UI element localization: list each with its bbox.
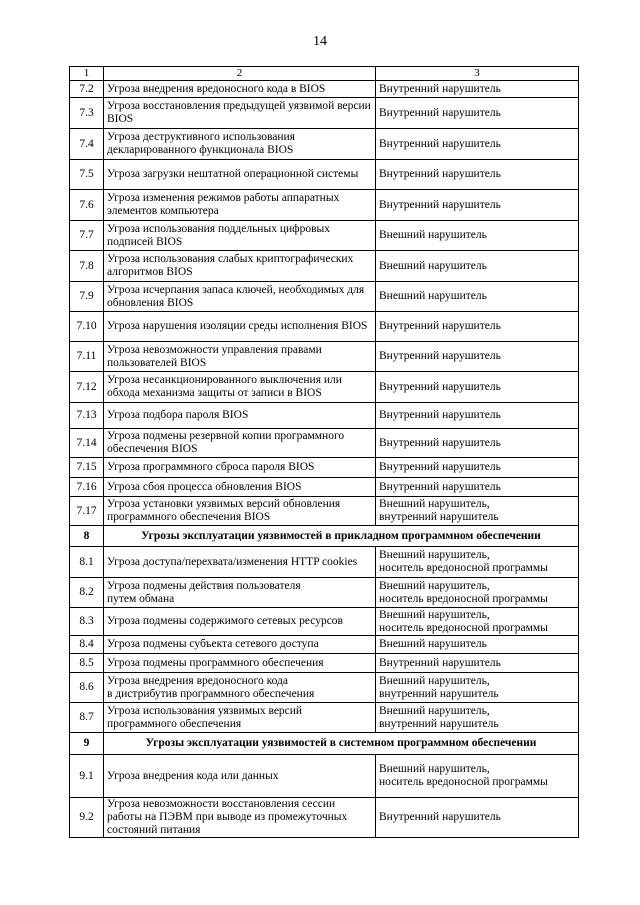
threat-name: Угроза подмены содержимого сетевых ресурсов <box>104 608 376 636</box>
row-number: 7.11 <box>70 342 104 372</box>
row-number: 7.5 <box>70 160 104 190</box>
section-header-row <box>70 526 579 547</box>
row-number: 7.7 <box>70 221 104 251</box>
threat-name: Угроза исчерпания запаса ключей, необходимых для обновления BIOS <box>104 282 376 312</box>
intruder-type: Внешний нарушитель, носитель вредоносной программы <box>376 608 579 636</box>
row-number: 7.8 <box>70 251 104 282</box>
threat-name: Угроза подмены действия пользователя путем обмана <box>104 578 376 608</box>
threat-name: Угроза восстановления предыдущей уязвимой версии BIOS <box>104 98 376 129</box>
threat-name: Угроза внедрения вредоносного кода в дистрибутив программного обеспечения <box>104 673 376 703</box>
row-number: 7.2 <box>70 81 104 98</box>
threat-name: Угроза программного сброса пароля BIOS <box>104 458 376 478</box>
row-number: 7.16 <box>70 478 104 497</box>
table-row <box>70 282 579 312</box>
column-header-1: 1 <box>70 67 104 81</box>
table-row <box>70 478 579 497</box>
threat-name: Угроза подбора пароля BIOS <box>104 403 376 429</box>
threat-name: Угроза невозможности управления правами пользователей BIOS <box>104 342 376 372</box>
row-number: 7.13 <box>70 403 104 429</box>
table-row <box>70 251 579 282</box>
threat-name: Угроза внедрения кода или данных <box>104 755 376 798</box>
row-number: 8.4 <box>70 636 104 654</box>
intruder-type: Внутренний нарушитель <box>376 654 579 673</box>
threat-name: Угроза подмены программного обеспечения <box>104 654 376 673</box>
intruder-type: Внутренний нарушитель <box>376 403 579 429</box>
row-number: 7.9 <box>70 282 104 312</box>
row-number: 9.2 <box>70 798 104 838</box>
threat-name: Угроза невозможности восстановления сессии работы на ПЭВМ при выводе из промежуточных состояний питания <box>104 798 376 838</box>
threat-name: Угроза доступа/перехвата/изменения HTTP cookies <box>104 547 376 578</box>
threats-table <box>69 66 579 838</box>
table-row <box>70 755 579 798</box>
intruder-type: Внешний нарушитель, носитель вредоносной программы <box>376 578 579 608</box>
table-row <box>70 654 579 673</box>
threat-name: Угроза использования уязвимых версий программного обеспечения <box>104 703 376 733</box>
intruder-type: Внешний нарушитель, внутренний нарушитель <box>376 673 579 703</box>
row-number: 8.3 <box>70 608 104 636</box>
intruder-type: Внешний нарушитель <box>376 221 579 251</box>
page-number: 14 <box>313 34 327 49</box>
intruder-type: Внутренний нарушитель <box>376 458 579 478</box>
intruder-type: Внутренний нарушитель <box>376 342 579 372</box>
intruder-type: Внешний нарушитель, внутренний нарушитель <box>376 497 579 526</box>
table-row <box>70 458 579 478</box>
threat-name: Угроза нарушения изоляции среды исполнения BIOS <box>104 312 376 342</box>
table-row <box>70 547 579 578</box>
row-number: 7.6 <box>70 190 104 221</box>
section-title: Угрозы эксплуатации уязвимостей в системном программном обеспечении <box>104 733 579 755</box>
threat-name: Угроза несанкционированного выключения или обхода механизма защиты от записи в BIOS <box>104 372 376 403</box>
intruder-type: Внутренний нарушитель <box>376 98 579 129</box>
threat-name: Угроза установки уязвимых версий обновления программного обеспечения BIOS <box>104 497 376 526</box>
row-number: 8.6 <box>70 673 104 703</box>
table-row <box>70 221 579 251</box>
intruder-type: Внутренний нарушитель <box>376 429 579 458</box>
table-row <box>70 312 579 342</box>
intruder-type: Внутренний нарушитель <box>376 129 579 160</box>
threat-name: Угроза подмены субъекта сетевого доступа <box>104 636 376 654</box>
intruder-type: Внешний нарушитель, носитель вредоносной программы <box>376 547 579 578</box>
section-title: Угрозы эксплуатации уязвимостей в прикладном программном обеспечении <box>104 526 579 547</box>
row-number: 9.1 <box>70 755 104 798</box>
row-number: 8.7 <box>70 703 104 733</box>
table-row <box>70 81 579 98</box>
table-row <box>70 190 579 221</box>
table-row <box>70 497 579 526</box>
row-number: 8.5 <box>70 654 104 673</box>
column-header-3: 3 <box>376 67 579 81</box>
threat-name: Угроза сбоя процесса обновления BIOS <box>104 478 376 497</box>
row-number: 8.1 <box>70 547 104 578</box>
table-row <box>70 342 579 372</box>
table-row <box>70 160 579 190</box>
table-row <box>70 673 579 703</box>
intruder-type: Внешний нарушитель, носитель вредоносной программы <box>376 755 579 798</box>
intruder-type: Внутренний нарушитель <box>376 81 579 98</box>
intruder-type: Внешний нарушитель, внутренний нарушитель <box>376 703 579 733</box>
table-row <box>70 798 579 838</box>
threat-name: Угроза использования поддельных цифровых подписей BIOS <box>104 221 376 251</box>
threat-name: Угроза внедрения вредоносного кода в BIOS <box>104 81 376 98</box>
table-row <box>70 636 579 654</box>
row-number: 7.15 <box>70 458 104 478</box>
table-row <box>70 703 579 733</box>
table-row <box>70 129 579 160</box>
intruder-type: Внешний нарушитель <box>376 636 579 654</box>
row-number: 7.4 <box>70 129 104 160</box>
table-row <box>70 429 579 458</box>
row-number: 7.17 <box>70 497 104 526</box>
threat-name: Угроза изменения режимов работы аппаратных элементов компьютера <box>104 190 376 221</box>
table-row <box>70 372 579 403</box>
threat-name: Угроза использования слабых криптографических алгоритмов BIOS <box>104 251 376 282</box>
intruder-type: Внутренний нарушитель <box>376 190 579 221</box>
intruder-type: Внутренний нарушитель <box>376 312 579 342</box>
table-row <box>70 578 579 608</box>
intruder-type: Внешний нарушитель <box>376 251 579 282</box>
row-number: 8 <box>70 526 104 547</box>
column-header-2: 2 <box>104 67 376 81</box>
table-row <box>70 608 579 636</box>
row-number: 7.12 <box>70 372 104 403</box>
row-number: 7.10 <box>70 312 104 342</box>
intruder-type: Внешний нарушитель <box>376 282 579 312</box>
row-number: 9 <box>70 733 104 755</box>
row-number: 8.2 <box>70 578 104 608</box>
intruder-type: Внутренний нарушитель <box>376 160 579 190</box>
row-number: 7.3 <box>70 98 104 129</box>
table-row <box>70 403 579 429</box>
threat-name: Угроза подмены резервной копии программного обеспечения BIOS <box>104 429 376 458</box>
intruder-type: Внутренний нарушитель <box>376 372 579 403</box>
intruder-type: Внутренний нарушитель <box>376 478 579 497</box>
intruder-type: Внутренний нарушитель <box>376 798 579 838</box>
header-row <box>70 67 579 81</box>
table-row <box>70 98 579 129</box>
threat-name: Угроза загрузки нештатной операционной системы <box>104 160 376 190</box>
section-header-row <box>70 733 579 755</box>
row-number: 7.14 <box>70 429 104 458</box>
threat-name: Угроза деструктивного использования декларированного функционала BIOS <box>104 129 376 160</box>
threats-table-body <box>70 67 579 838</box>
